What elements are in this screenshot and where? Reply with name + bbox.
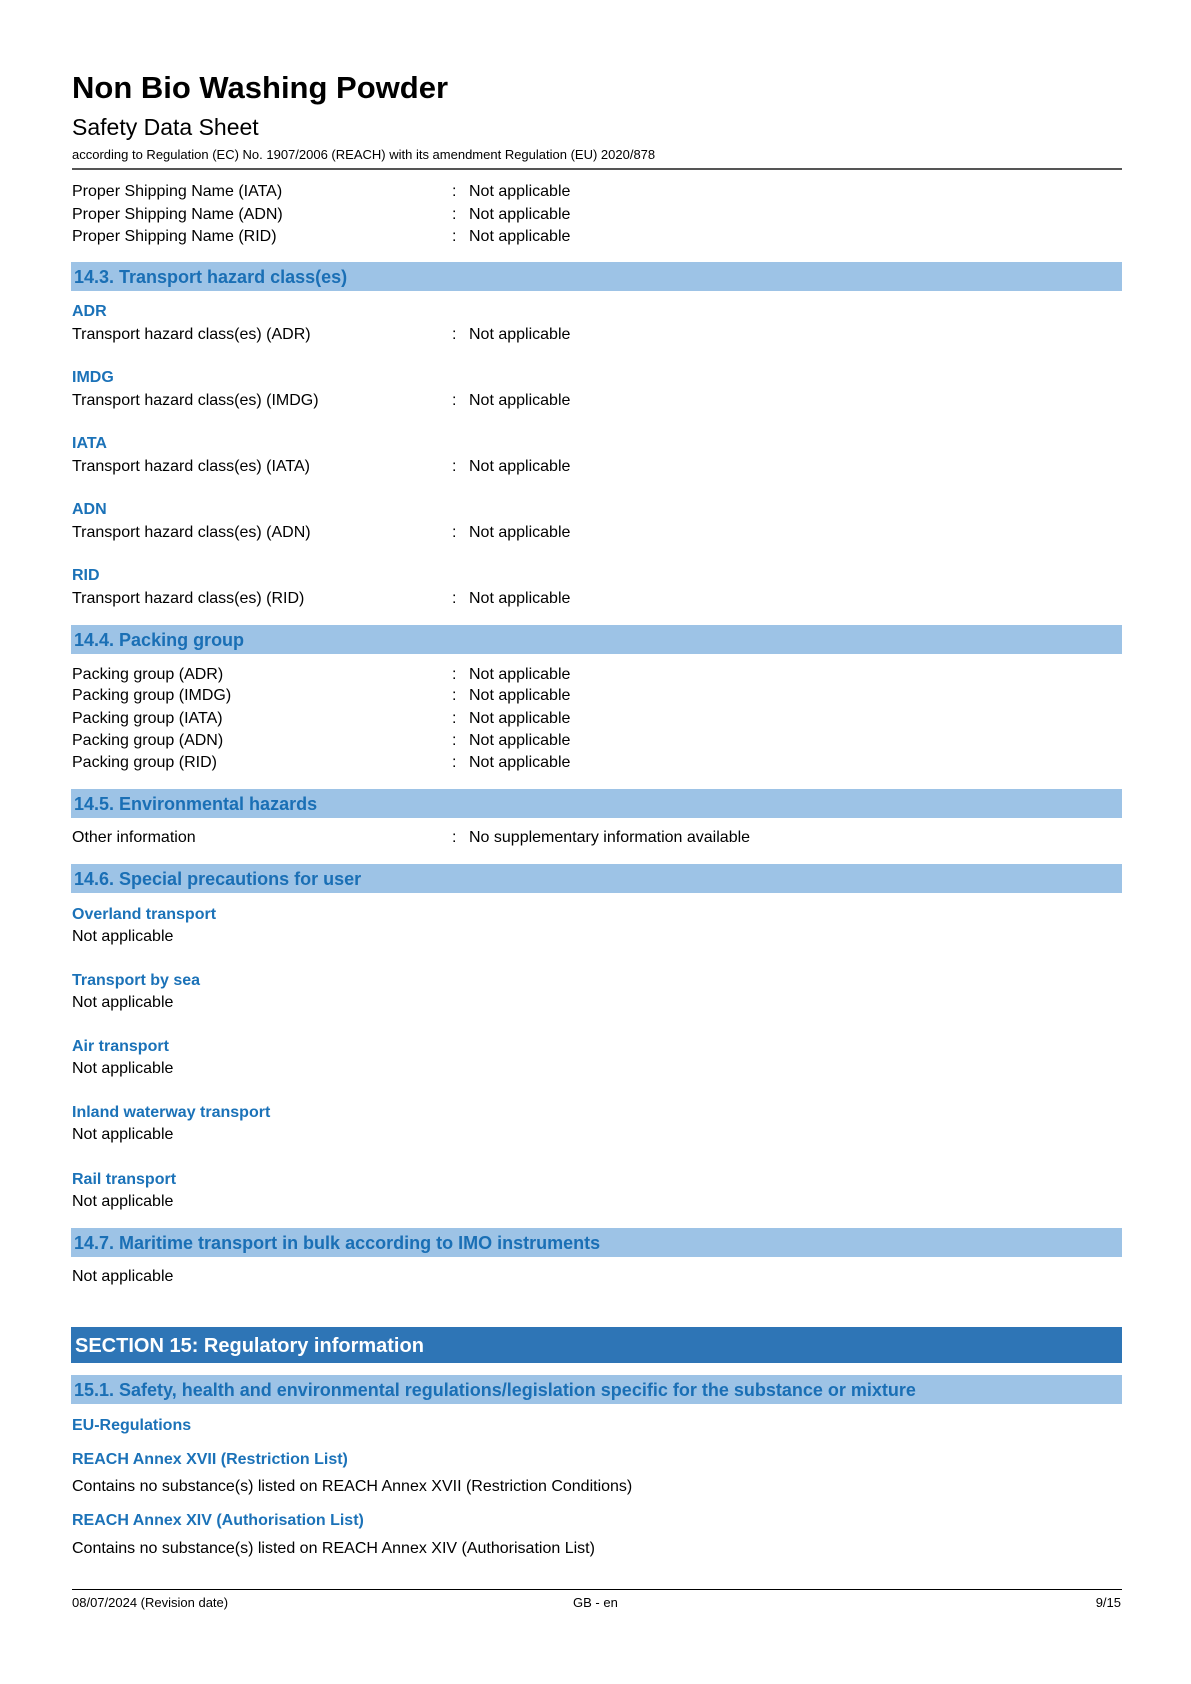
reach-annex-xvii-text: Contains no substance(s) listed on REACH Annex XVII (Restriction Conditions) [72,1478,633,1495]
group-text: Not applicable [72,1193,174,1210]
field-label: Transport hazard class(es) (ADR) [72,326,311,343]
field-label: Packing group (ADR) [72,666,224,683]
field-label: Transport hazard class(es) (IMDG) [72,392,319,409]
field-label: Other information [72,829,196,846]
section-header-15 [71,1327,1122,1363]
field-value: No supplementary information available [469,829,751,846]
group-text: Not applicable [72,928,174,945]
field-value: Not applicable [469,732,571,749]
field-label: Packing group (RID) [72,754,217,771]
subsection-header-15-1 [71,1375,1122,1404]
field-label: Proper Shipping Name (ADN) [72,206,283,223]
field-value: Not applicable [469,710,571,727]
revision-date: 08/07/2024 (Revision date) [72,1595,229,1610]
group-title: ADN [72,501,107,518]
field-value: Not applicable [469,666,571,683]
group-title: Air transport [72,1038,169,1055]
subsection-heading: 14.7. Maritime transport in bulk according to IMO instruments [74,1233,601,1253]
field-separator: : [452,524,457,541]
group-title: IMDG [72,369,114,386]
subsection-header-14-4 [71,625,1122,654]
field-value: Not applicable [469,524,571,541]
subsection-heading: 14.6. Special precautions for user [74,869,362,889]
field-value: Not applicable [469,392,571,409]
field-separator: : [452,732,457,749]
subsection-heading: 14.5. Environmental hazards [74,794,318,814]
group-title: Transport by sea [72,972,201,989]
field-separator: : [452,829,457,846]
eu-regulations-title: EU-Regulations [72,1417,192,1434]
field-separator: : [452,458,457,475]
field-label: Proper Shipping Name (IATA) [72,183,283,200]
regulation-note: according to Regulation (EC) No. 1907/2006 (REACH) with its amendment Regulation (EU) 2020/878 [72,147,656,162]
field-label: Packing group (IATA) [72,710,223,727]
field-separator: : [452,754,457,771]
group-title: IATA [72,435,107,452]
field-label: Transport hazard class(es) (IATA) [72,458,310,475]
field-separator: : [452,666,457,683]
field-value: Not applicable [469,206,571,223]
subsection-heading: 14.4. Packing group [74,630,245,650]
document-subtitle: Safety Data Sheet [72,114,259,140]
section-text: Not applicable [72,1268,174,1285]
field-separator: : [452,183,457,200]
header-divider [72,168,1122,170]
subsection-header-14-6 [71,864,1122,893]
reach-annex-xiv-title: REACH Annex XIV (Authorisation List) [72,1512,364,1529]
group-text: Not applicable [72,1126,174,1143]
field-value: Not applicable [469,458,571,475]
field-label: Packing group (ADN) [72,732,224,749]
field-separator: : [452,228,457,245]
group-title: Rail transport [72,1171,177,1188]
field-value: Not applicable [469,228,571,245]
locale: GB - en [573,1595,618,1610]
field-separator: : [452,392,457,409]
subsection-heading: 15.1. Safety, health and environmental regulations/legislation specific for the substance or mixture [74,1380,916,1400]
field-separator: : [452,590,457,607]
group-title: ADR [72,303,107,320]
subsection-heading: 14.3. Transport hazard class(es) [74,267,348,287]
field-value: Not applicable [469,326,571,343]
reach-annex-xvii-title: REACH Annex XVII (Restriction List) [72,1451,348,1468]
page-number: 9/15 [1095,1595,1121,1610]
group-text: Not applicable [72,1060,174,1077]
field-value: Not applicable [469,687,571,704]
subsection-header-14-5 [71,789,1122,818]
footer-divider [72,1589,1122,1590]
field-separator: : [452,326,457,343]
section-heading: SECTION 15: Regulatory information [75,1335,424,1357]
field-value: Not applicable [469,590,571,607]
field-separator: : [452,710,457,727]
subsection-header-14-3 [71,262,1122,291]
field-label: Transport hazard class(es) (RID) [72,590,305,607]
field-value: Not applicable [469,754,571,771]
document-title: Non Bio Washing Powder [72,70,449,105]
field-label: Transport hazard class(es) (ADN) [72,524,311,541]
subsection-header-14-7 [71,1228,1122,1257]
field-separator: : [452,206,457,223]
field-value: Not applicable [469,183,571,200]
field-separator: : [452,687,457,704]
reach-annex-xiv-text: Contains no substance(s) listed on REACH Annex XIV (Authorisation List) [72,1540,595,1557]
group-title: RID [72,567,100,584]
group-title: Overland transport [72,906,217,923]
group-title: Inland waterway transport [72,1104,271,1121]
field-label: Proper Shipping Name (RID) [72,228,277,245]
field-label: Packing group (IMDG) [72,687,232,704]
group-text: Not applicable [72,994,174,1011]
